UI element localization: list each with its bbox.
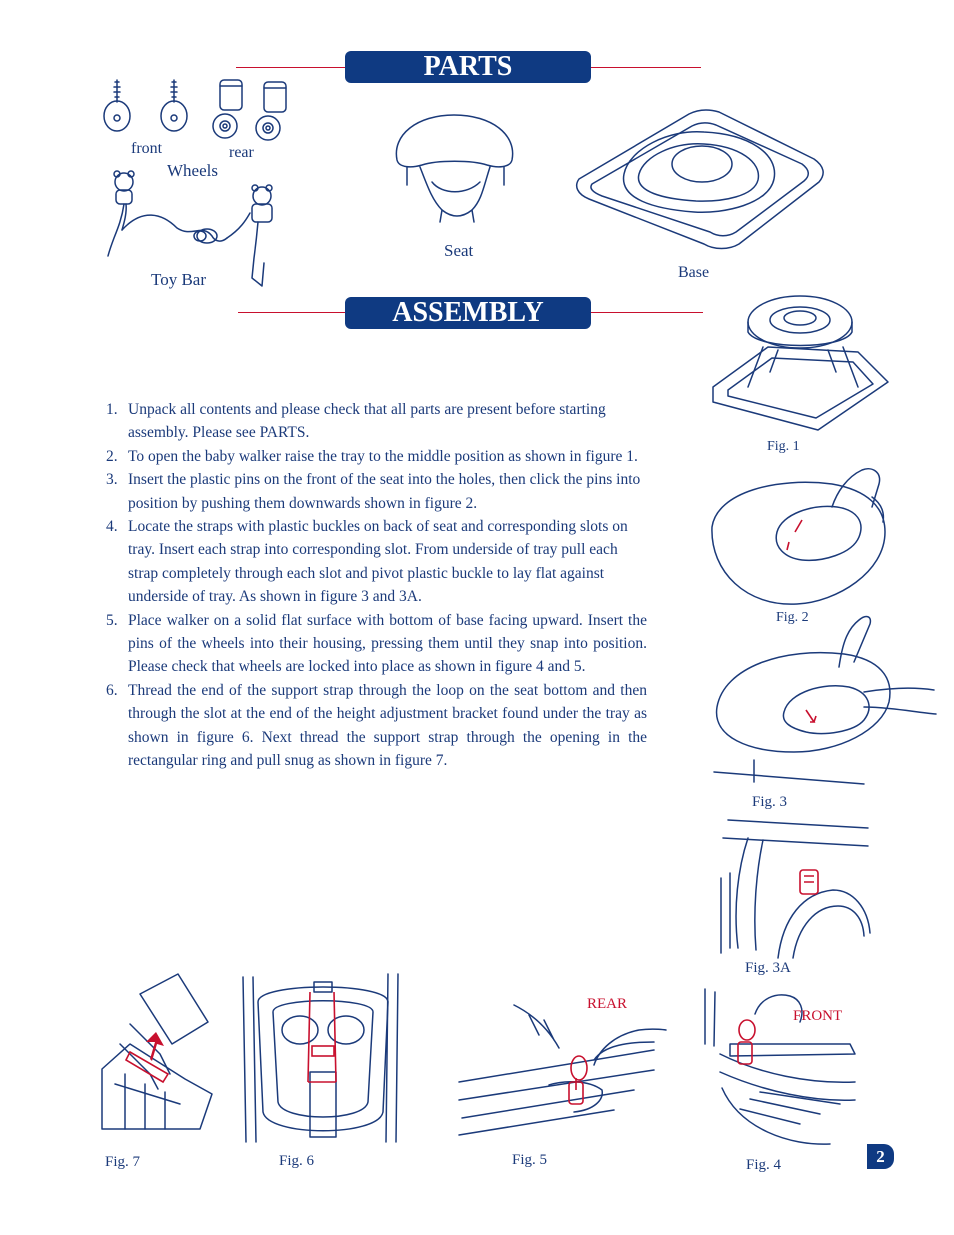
figure-5-label: Fig. 5 — [512, 1152, 548, 1168]
toy-bar-label: Toy Bar — [151, 270, 206, 289]
step-text: Insert the plastic pins on the front of the seat into the holes, then click the pins into position by pushing them downwards shown in figure 2. — [128, 471, 641, 512]
rear-wheel-label: rear — [229, 144, 254, 161]
step-text: Locate the straps with plastic buckles on back of seat and corresponding slots on tray. Insert each strap into corresponding slot. From underside of tray pull each strap completely through each slot and pivot plastic buckle to lay flat against underside of tray. As shown in figure 3 and 3A. — [128, 518, 628, 606]
parts-heading: PARTS — [345, 51, 591, 83]
step-number: 5. — [106, 611, 118, 629]
assembly-instructions — [106, 398, 647, 773]
step-number: 2. — [106, 447, 118, 465]
step-5 — [106, 609, 647, 679]
page-number: 2 — [867, 1144, 894, 1169]
step-6 — [106, 679, 647, 773]
step-number: 1. — [106, 401, 118, 418]
figure-7-illustration — [100, 974, 214, 1132]
seat-label: Seat — [444, 241, 474, 260]
step-text: Thread the end of the support strap through the loop on the seat bottom and then through the slot at the end of the height adjustment bracket found under the tray as shown in figure 6. Next thread the support strap through the opening in the rectangular ring and pull snug as shown in figure 7. — [128, 681, 647, 770]
figure-5-illustration — [454, 990, 668, 1140]
figure-2-label: Fig. 2 — [776, 610, 809, 625]
figure-3-label: Fig. 3 — [752, 794, 788, 810]
front-wheel-label: front — [131, 140, 163, 157]
figure-3a-illustration — [718, 818, 874, 960]
parts-rule-right — [590, 67, 701, 68]
step-1 — [106, 398, 647, 445]
figure-2-illustration — [707, 462, 887, 610]
assembly-rule-left — [238, 312, 346, 313]
step-text: Unpack all contents and please check that all parts are present before starting assembly. Please see PARTS. — [128, 401, 606, 442]
assembly-rule-right — [590, 312, 703, 313]
wheels-label: Wheels — [167, 161, 218, 180]
step-text: Place walker on a solid flat surface with bottom of base facing upward. Insert the pins of the wheels into their housing, pressing them until they snap into position. Please check that wheels are locked into place as shown in figure 4 and 5. — [128, 611, 647, 676]
figure-7-label: Fig. 7 — [105, 1154, 141, 1170]
seat-illustration — [392, 110, 522, 230]
figure-1-label: Fig. 1 — [767, 439, 800, 454]
parts-rule-left — [236, 67, 346, 68]
base-label: Base — [678, 264, 710, 281]
rear-callout: REAR — [587, 996, 628, 1012]
figure-4-label: Fig. 4 — [746, 1157, 782, 1173]
front-callout: FRONT — [793, 1008, 843, 1024]
step-text: To open the baby walker raise the tray to the middle position as shown in figure 1. — [128, 447, 638, 465]
figure-1-illustration — [708, 292, 892, 434]
step-number: 3. — [106, 471, 118, 489]
step-2 — [106, 445, 647, 468]
base-illustration — [574, 104, 829, 254]
figure-6-label: Fig. 6 — [279, 1153, 315, 1169]
figure-6-illustration — [238, 972, 408, 1148]
step-4 — [106, 515, 647, 609]
assembly-heading: ASSEMBLY — [345, 297, 591, 329]
step-number: 6. — [106, 681, 118, 699]
step-3 — [106, 468, 647, 515]
figure-3-illustration — [714, 612, 936, 792]
figure-3a-label: Fig. 3A — [745, 960, 791, 976]
step-number: 4. — [106, 518, 118, 536]
wheels-illustration — [98, 78, 298, 150]
